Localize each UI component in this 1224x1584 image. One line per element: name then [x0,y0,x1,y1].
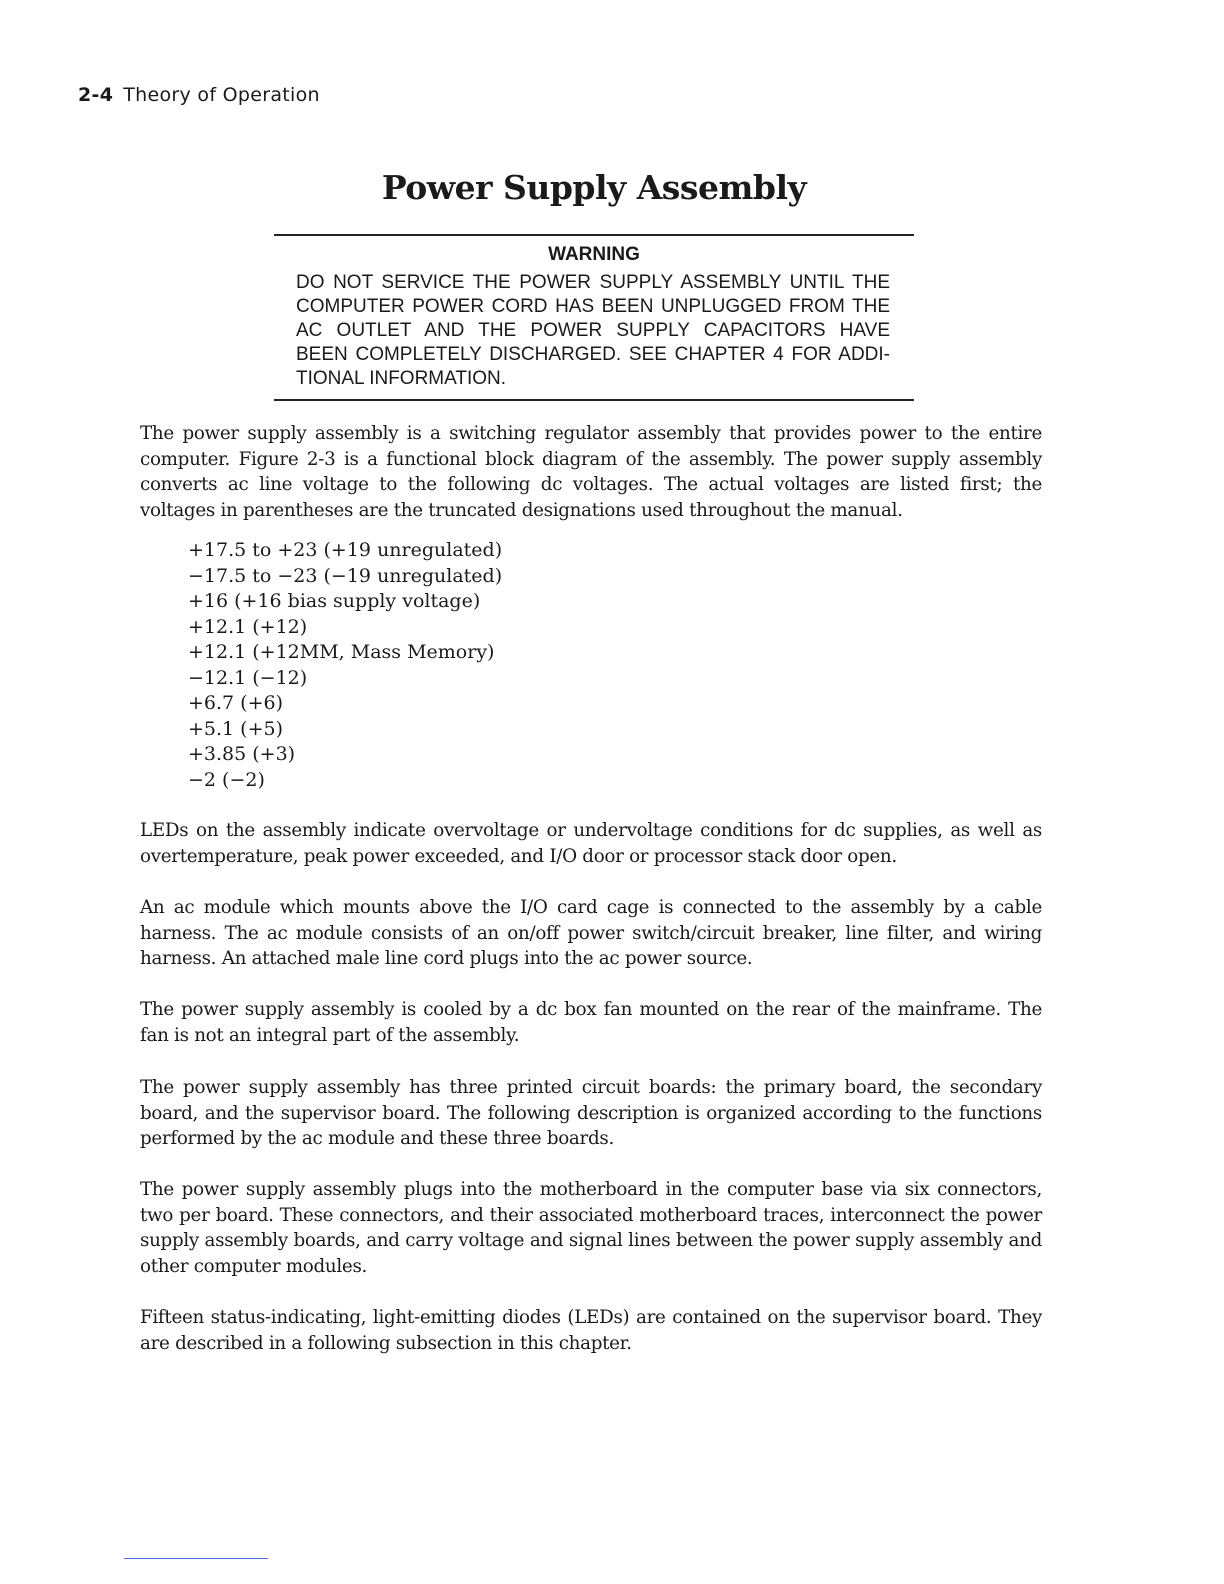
voltage-item: +12.1 (+12) [188,615,308,638]
voltage-item: −17.5 to −23 (−19 unregulated) [188,564,503,587]
running-header [78,84,320,106]
paragraph-status-leds [140,1305,1042,1356]
voltage-item: −2 (−2) [188,768,265,791]
paragraph: Fifteen status-indicating, light-emitting diodes (LEDs) are contained on the supervisor board. They are described in a following subsection in this chapter. [140,1307,1042,1354]
voltage-item: +3.85 (+3) [188,743,296,765]
page-number: 2-4 [78,84,114,106]
paragraph-ac-module [140,895,1042,972]
paragraph: An ac module which mounts above the I/O card cage is connected to the assembly by a cable harness. The ac module consists of an on/off power switch/circuit breaker, line filter, and wiring harness. An attached male line cord plugs into the ac power source. [140,897,1042,969]
paragraph-intro [140,421,1042,523]
voltage-item: +6.7 (+6) [188,692,284,714]
warning-box [274,234,914,401]
section-title: Theory of Operation [123,84,320,106]
warning-line: AC OUTLET AND THE POWER SUPPLY CAPACITORS HAVE [296,320,890,341]
voltage-item: +12.1 (+12MM, Mass Memory) [188,641,495,663]
voltage-item: −12.1 (−12) [188,666,308,689]
warning-line: BEEN COMPLETELY DISCHARGED. SEE CHAPTER 4 FOR ADDI- [296,344,890,365]
voltage-item: +16 (+16 bias supply voltage) [188,590,481,612]
warning-heading: WARNING [548,244,640,265]
warning-line: DO NOT SERVICE THE POWER SUPPLY ASSEMBLY UNTIL THE [296,272,890,293]
voltage-list [188,538,502,793]
paragraph: The power supply assembly has three printed circuit boards: the primary board, the secondary board, and the supervisor board. The following description is organized according to the functions performed by the ac module and these three boards. [140,1077,1042,1149]
paragraph: The power supply assembly is a switching regulator assembly that provides power to the entire computer. Figure 2-3 is a functional block diagram of the assembly. The power supply assembly converts ac line voltage to the following dc voltages. The actual voltages are listed first; the voltages in parentheses are the truncated designations used throughout the manual. [140,423,1042,521]
warning-line: COMPUTER POWER CORD HAS BEEN UNPLUGGED FROM THE [296,296,890,317]
paragraph: The power supply assembly plugs into the motherboard in the computer base via six connectors, two per board. These connectors, and their associated motherboard traces, interconnect the power supply assembly boards, and carry voltage and signal lines between the power supply assembly and other computer modules. [140,1179,1042,1277]
page-title: Power Supply Assembly [381,168,807,207]
paragraph-boards [140,1075,1042,1152]
voltage-item: +17.5 to +23 (+19 unregulated) [188,539,503,561]
paragraph-leds [140,818,1042,869]
paragraph-connectors [140,1177,1042,1279]
paragraph-cooling [140,997,1042,1048]
voltage-item: +5.1 (+5) [188,717,284,740]
footer-rule [124,1558,268,1559]
warning-line: TIONAL INFORMATION. [296,368,507,389]
paragraph: The power supply assembly is cooled by a dc box fan mounted on the rear of the mainframe. The fan is not an integral part of the assembly. [140,999,1042,1046]
paragraph: LEDs on the assembly indicate overvoltage or undervoltage conditions for dc supplies, as well as overtemperature, peak power exceeded, and I/O door or processor stack door open. [140,820,1042,867]
